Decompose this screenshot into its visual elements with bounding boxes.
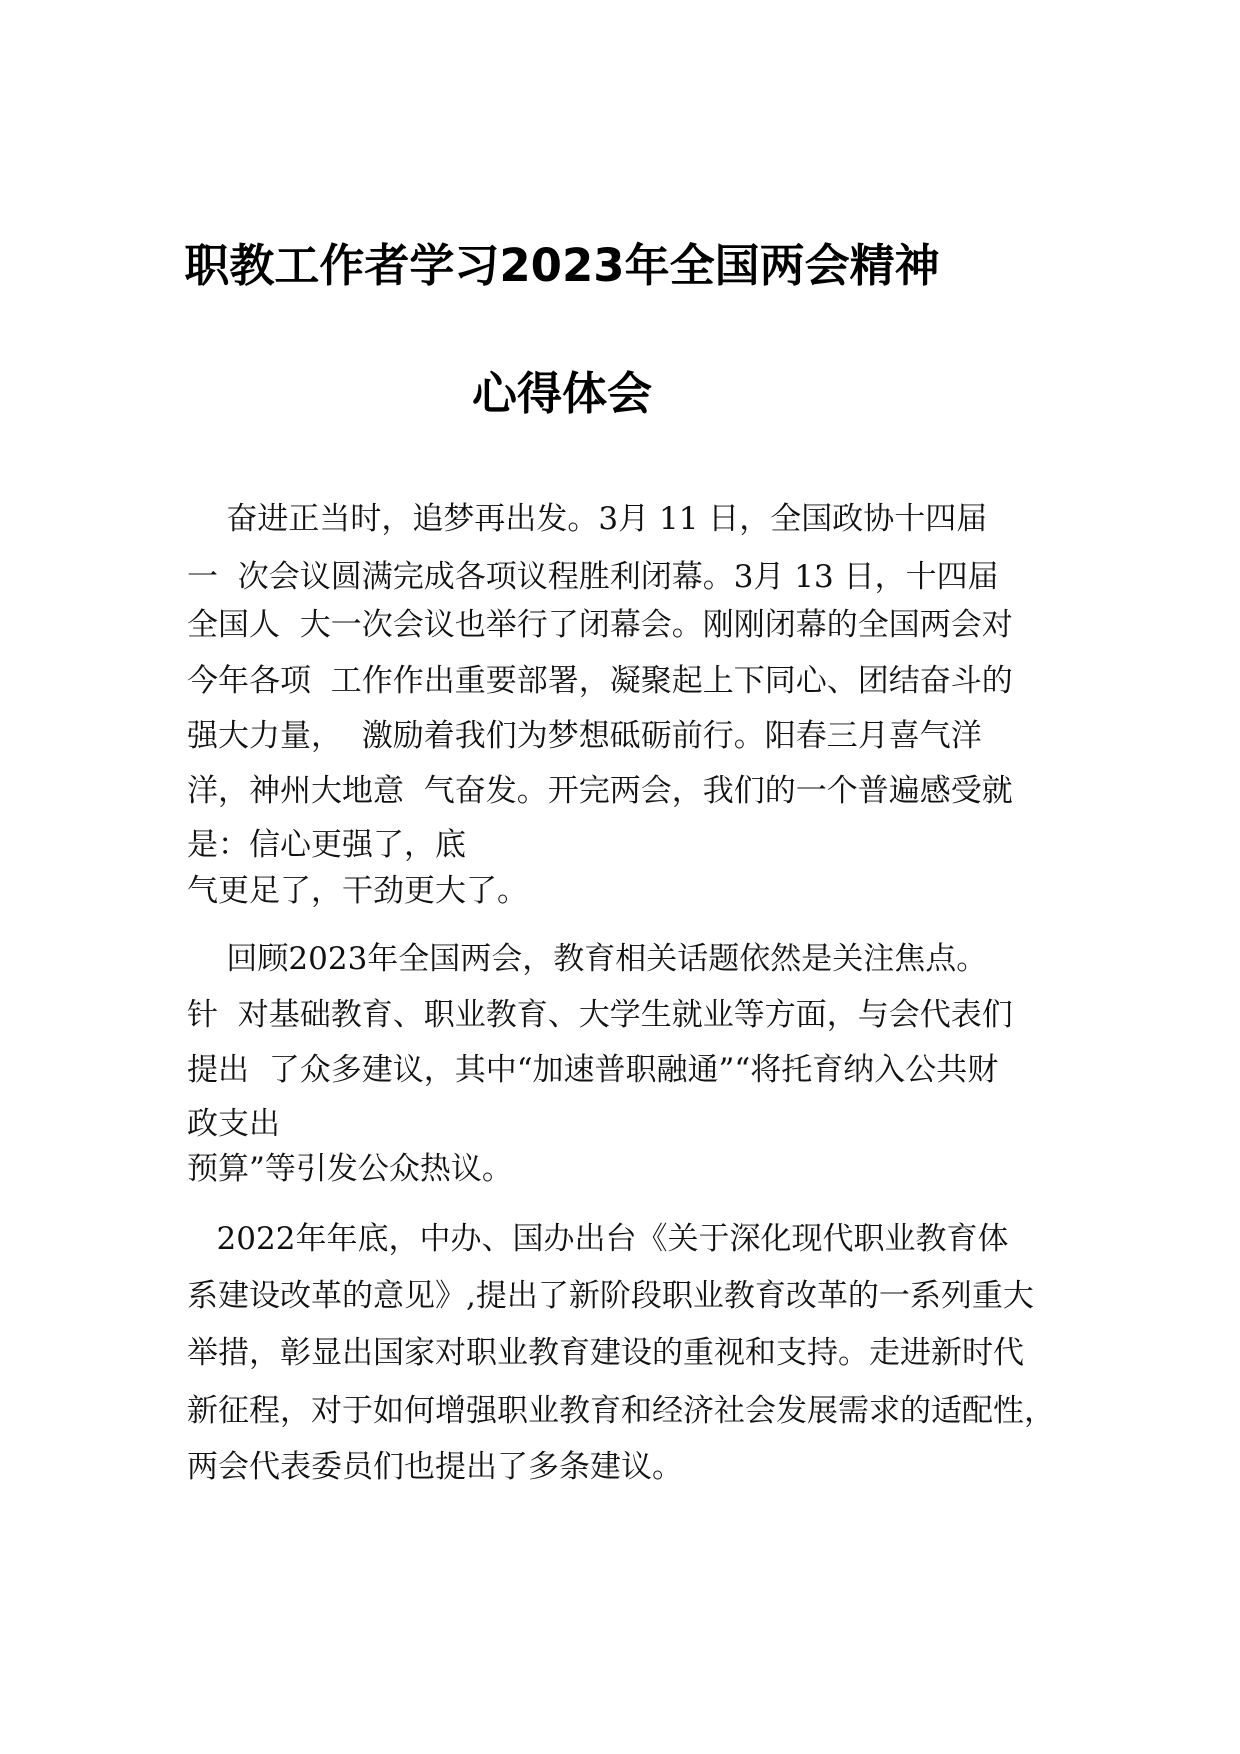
paragraph-1-line: 一 次会议圆满完成各项议程胜利闭幕。3月 13 日，十四届 [187, 559, 999, 595]
paragraph-2-line: 政支出 [187, 1106, 280, 1142]
paragraph-1-line: 洋，神州大地意 气奋发。开完两会，我们的一个普遍感受就 [187, 773, 1013, 809]
paragraph-3-line: 2022年年底，中办、国办出台《关于深化现代职业教育体 [187, 1221, 1009, 1257]
document-title-line-1: 职教工作者学习2023年全国两会精神 [184, 239, 940, 292]
paragraph-2-line: 回顾2023年全国两会，教育相关话题依然是关注焦点。 [187, 941, 988, 977]
paragraph-1-line: 奋进正当时，追梦再出发。3月 11 日，全国政协十四届 [187, 501, 988, 537]
paragraph-3-line: 两会代表委员们也提出了多条建议。 [187, 1449, 683, 1485]
paragraph-2-line: 预算”等引发公众热议。 [187, 1151, 513, 1187]
document-title-line-2: 心得体会 [471, 367, 652, 420]
paragraph-1-line: 气更足了，干劲更大了。 [187, 873, 528, 909]
paragraph-3-line: 系建设改革的意见》,提出了新阶段职业教育改革的一系列重大 [187, 1278, 1034, 1314]
paragraph-1-line: 强大力量， 激励着我们为梦想砥砺前行。阳春三月喜气洋 [187, 718, 982, 754]
paragraph-3-line: 新征程，对于如何增强职业教育和经济社会发展需求的适配性， [187, 1393, 1055, 1429]
paragraph-1-line: 今年各项 工作作出重要部署，凝聚起上下同心、团结奋斗的 [187, 663, 1013, 699]
paragraph-2-line: 针 对基础教育、职业教育、大学生就业等方面，与会代表们 [187, 997, 1013, 1033]
paragraph-1-line: 是：信心更强了，底 [187, 827, 466, 863]
paragraph-2-line: 提出 了众多建议，其中“加速普职融通”“将托育纳入公共财 [187, 1052, 999, 1088]
paragraph-3-line: 举措，彰显出国家对职业教育建设的重视和支持。走进新时代 [187, 1335, 1024, 1371]
paragraph-1-line: 全国人 大一次会议也举行了闭幕会。刚刚闭幕的全国两会对 [187, 607, 1013, 643]
